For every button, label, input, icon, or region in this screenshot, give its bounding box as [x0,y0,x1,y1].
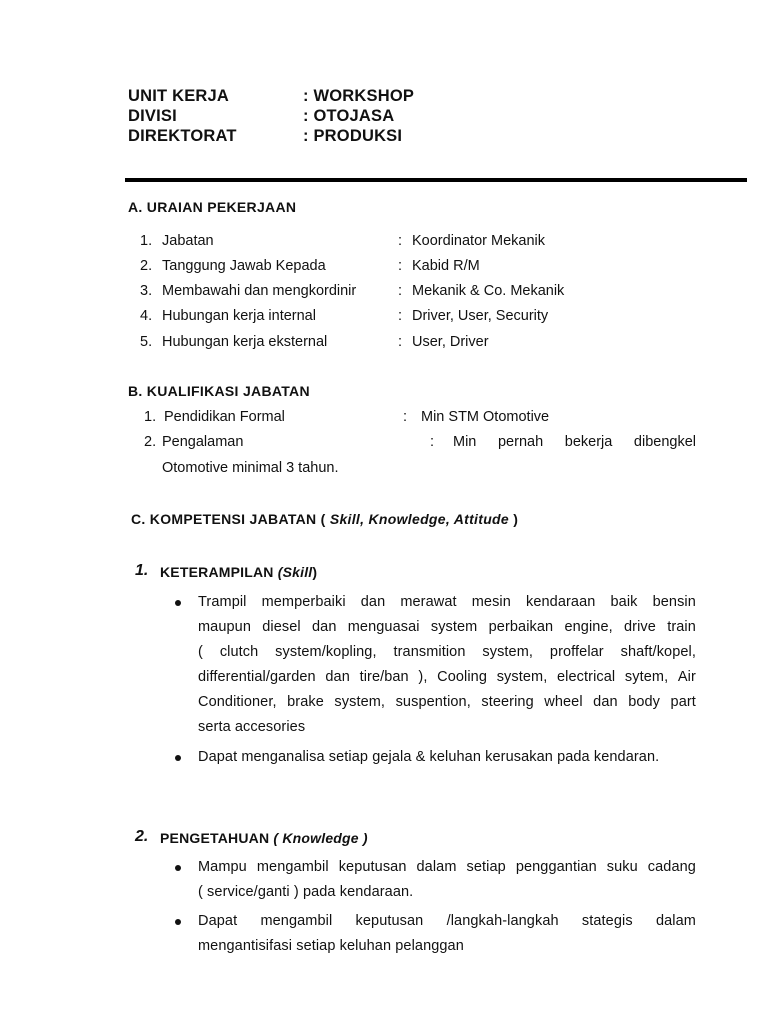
text-line [198,590,696,615]
value-word: dibengkel [633,434,696,450]
value-word: bekerja [564,434,613,450]
item-value: Mekanik & Co. Mekanik [412,283,565,299]
item-number: 4. [140,308,153,324]
section-b-title: B. KUALIFIKASI JABATAN [128,383,310,399]
item-number: 5. [140,334,153,350]
divisi-value: : OTOJASA [303,107,395,125]
bullet-text [198,745,696,770]
item-label: Pengalaman [162,434,244,450]
word: diesel [262,619,301,635]
word: ( [198,644,203,660]
word: wheel [544,694,583,710]
word: dan [325,669,350,685]
item-separator: : [398,334,403,350]
word: dan [312,619,337,635]
text-line [198,909,696,934]
word: body [628,694,661,710]
skill-title-italic: (Skill [277,564,313,580]
direktorat-value: : PRODUKSI [303,127,403,145]
word: setiap [466,859,506,875]
text-line-last: ( service/ganti ) pada kendaraan. [198,884,414,900]
item-separator: : [398,258,403,274]
word: mengambil [256,859,329,875]
item-separator: : [398,233,403,249]
word: stategis [581,913,633,929]
unit-kerja-value: : WORKSHOP [303,87,415,105]
bullet-text [198,855,696,905]
word: electrical [557,669,616,685]
item-value: Koordinator Mekanik [412,233,545,249]
word: baik [610,594,638,610]
item-label: Jabatan [162,233,214,249]
value-word: pernah [497,434,544,450]
word: clutch [219,644,259,660]
word: memperbaiki [261,594,346,610]
word: engine, [564,619,613,635]
word: drive [624,619,656,635]
section-c-title [131,511,518,527]
word: differential/garden [198,669,316,685]
bullet-icon [175,755,181,761]
word: menguasai [347,619,420,635]
text-line [198,640,696,665]
item-label: Hubungan kerja internal [162,308,316,324]
item-label: Tanggung Jawab Kepada [162,258,326,274]
word: system, [334,694,386,710]
word: suspention, [395,694,471,710]
header-divider [125,178,747,182]
skill-title [160,564,317,580]
word: sytem, [624,669,669,685]
word: perbaikan [488,619,554,635]
knowledge-title-italic: ( Knowledge ) [273,830,368,846]
word: bensin [652,594,696,610]
item-separator: : [398,283,403,299]
text-line-last: serta accesories [198,719,306,735]
text-line-last: Dapat menganalisa setiap gejala & keluhan kerusakan pada kendaran. [198,749,660,765]
item-number: 2. [144,434,157,450]
bullet-text [198,590,696,740]
word: dan [360,594,386,610]
word: system, [482,644,534,660]
item-value-continuation: Otomotive minimal 3 tahun. [162,460,339,476]
word: system [430,619,478,635]
word: dan [593,694,618,710]
bullet-icon [175,865,181,871]
bullet-text [198,909,696,959]
text-line [198,665,696,690]
word: penggantian [515,859,597,875]
word: system/kopling, [275,644,377,660]
item-value: Driver, User, Security [412,308,549,324]
item-separator: : [403,409,408,425]
item-label: Pendidikan Formal [164,409,285,425]
bullet-icon [175,600,181,606]
word: /langkah-langkah [446,913,559,929]
word: Dapat [198,913,238,929]
knowledge-title [160,830,368,846]
item-number: 1. [144,409,157,425]
item-number: 1. [140,233,153,249]
word: proffelar [549,644,604,660]
word: mesin [471,594,511,610]
word: system, [496,669,548,685]
word: merawat [400,594,457,610]
section-c-italic: Skill, Knowledge, Attitude [329,511,509,527]
direktorat-label: DIREKTORAT [128,127,237,145]
word: shaft/kopel, [620,644,696,660]
section-c-prefix: C. KOMPETENSI JABATAN ( [131,511,330,527]
word: steering [481,694,534,710]
divisi-label: DIVISI [128,107,177,125]
word: mengambil [260,913,333,929]
word: Trampil [198,594,247,610]
item-label: Hubungan kerja eksternal [162,334,328,350]
unit-kerja-label: UNIT KERJA [128,87,230,105]
item-separator: : [430,434,435,450]
word: cadang [647,859,696,875]
item-value: Kabid R/M [412,258,480,274]
item-value: User, Driver [412,334,489,350]
item-value [453,434,696,450]
word: brake [287,694,324,710]
skill-title-end: ) [312,564,318,580]
word: keputusan [338,859,407,875]
text-line [198,690,696,715]
text-line [198,615,696,640]
word: dalam [416,859,457,875]
knowledge-number: 2. [135,828,149,845]
word: suku [606,859,638,875]
word: train [667,619,696,635]
word: ), [418,669,428,685]
text-line [198,855,696,880]
knowledge-title-text: PENGETAHUAN [160,830,274,846]
section-c-suffix: ) [509,511,519,527]
word: transmition [393,644,466,660]
item-value: Min STM Otomotive [421,409,550,425]
word: dalam [655,913,696,929]
word: Conditioner, [198,694,277,710]
word: Cooling [437,669,488,685]
value-word: Min [453,434,477,450]
word: keputusan [355,913,424,929]
item-label: Membawahi dan mengkordinir [162,283,357,299]
word: Air [677,669,696,685]
word: kendaraan [526,594,596,610]
item-separator: : [398,308,403,324]
word: tire/ban [359,669,409,685]
word: maupun [198,619,251,635]
skill-title-text: KETERAMPILAN [160,564,278,580]
word: Mampu [198,859,247,875]
item-number: 2. [140,258,153,274]
bullet-icon [175,919,181,925]
item-number: 3. [140,283,153,299]
section-a-title: A. URAIAN PEKERJAAN [128,199,297,215]
skill-number: 1. [135,562,149,579]
word: part [670,694,696,710]
text-line-last: mengantisifasi setiap keluhan pelanggan [198,938,464,954]
